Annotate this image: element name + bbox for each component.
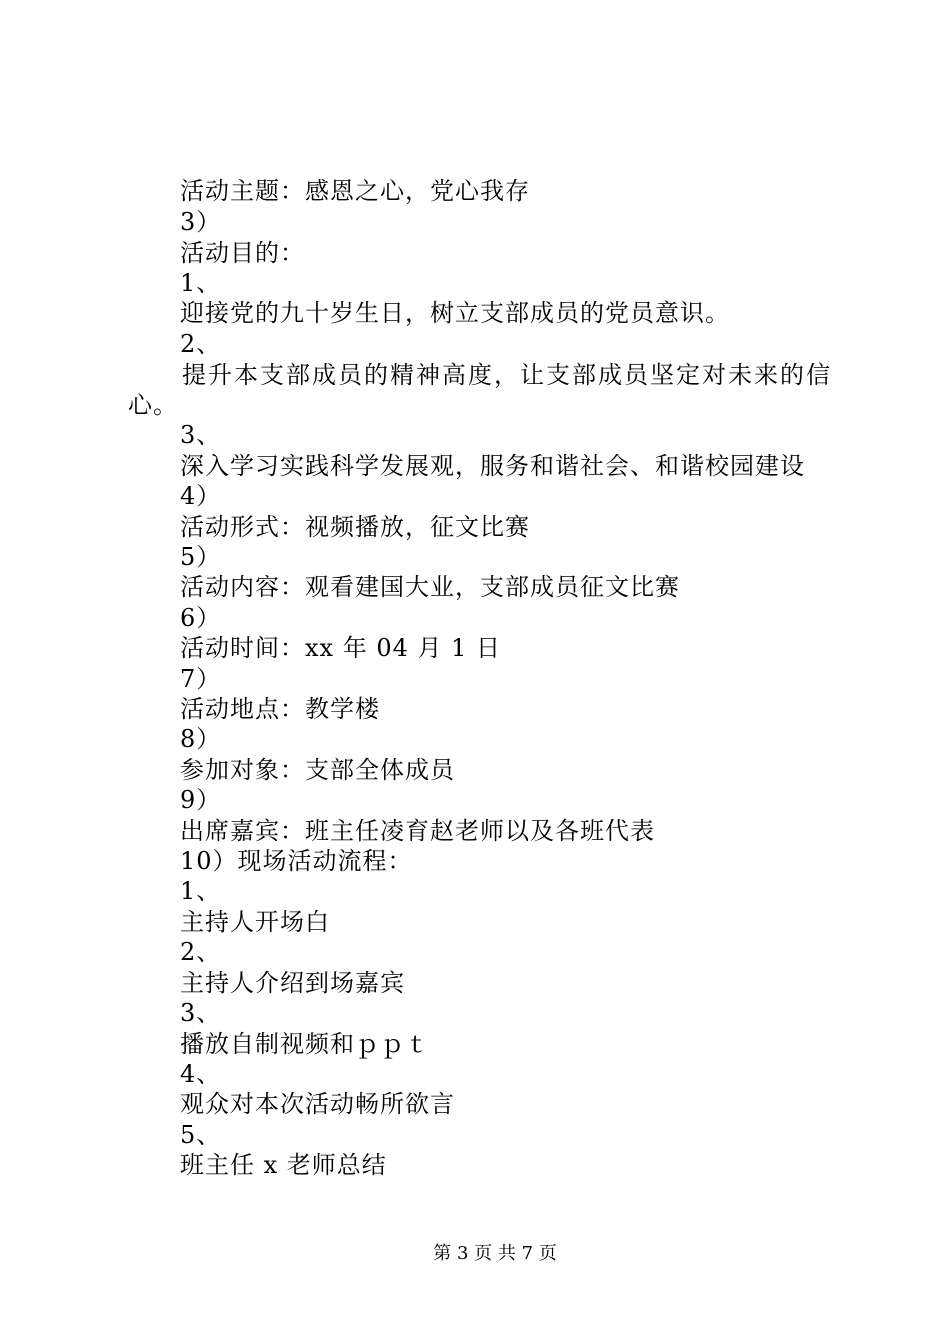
text-line: 3） bbox=[180, 208, 222, 236]
text-line: 8） bbox=[180, 725, 222, 753]
text-line: 6） bbox=[180, 604, 222, 632]
text-line: 出席嘉宾：班主任凌育赵老师以及各班代表 bbox=[180, 817, 655, 845]
text-line: 4） bbox=[180, 482, 222, 510]
text-line: 10）现场活动流程： bbox=[180, 847, 413, 875]
text-line: 2、 bbox=[180, 330, 222, 358]
text-line: 1、 bbox=[180, 269, 222, 297]
text-line: 活动主题：感恩之心，党心我存 bbox=[180, 177, 530, 205]
text-line: 活动形式：视频播放，征文比赛 bbox=[180, 513, 530, 541]
text-line: 2、 bbox=[180, 938, 222, 966]
text-line: 班主任 x 老师总结 bbox=[180, 1151, 387, 1179]
text-line: 5） bbox=[180, 543, 222, 571]
text-line: 提升本支部成员的精神高度，让支部成员坚定对未来的信 bbox=[182, 361, 832, 389]
text-line: 9） bbox=[180, 786, 222, 814]
text-line: 播放自制视频和ｐｐｔ bbox=[180, 1030, 430, 1058]
text-line: 参加对象：支部全体成员 bbox=[180, 756, 455, 784]
text-line: 活动地点：教学楼 bbox=[180, 695, 380, 723]
page-footer: 第 3 页 共 7 页 bbox=[433, 1243, 557, 1264]
text-line: 4、 bbox=[180, 1060, 222, 1088]
text-line: 主持人开场白 bbox=[180, 908, 330, 936]
text-line: 观众对本次活动畅所欲言 bbox=[180, 1090, 455, 1118]
text-line: 3、 bbox=[180, 999, 222, 1027]
text-line: 活动内容：观看建国大业，支部成员征文比赛 bbox=[180, 573, 680, 601]
text-line: 主持人介绍到场嘉宾 bbox=[180, 969, 405, 997]
text-line: 活动时间：xx 年 04 月 1 日 bbox=[180, 634, 502, 662]
text-line: 迎接党的九十岁生日，树立支部成员的党员意识。 bbox=[180, 299, 730, 327]
text-line: 1、 bbox=[180, 877, 222, 905]
text-line: 3、 bbox=[180, 421, 222, 449]
text-line: 活动目的： bbox=[180, 239, 305, 267]
text-line: 5、 bbox=[180, 1121, 222, 1149]
text-line: 心。 bbox=[128, 391, 178, 419]
text-line: 深入学习实践科学发展观，服务和谐社会、和谐校园建设 bbox=[180, 452, 805, 480]
text-line: 7） bbox=[180, 665, 222, 693]
